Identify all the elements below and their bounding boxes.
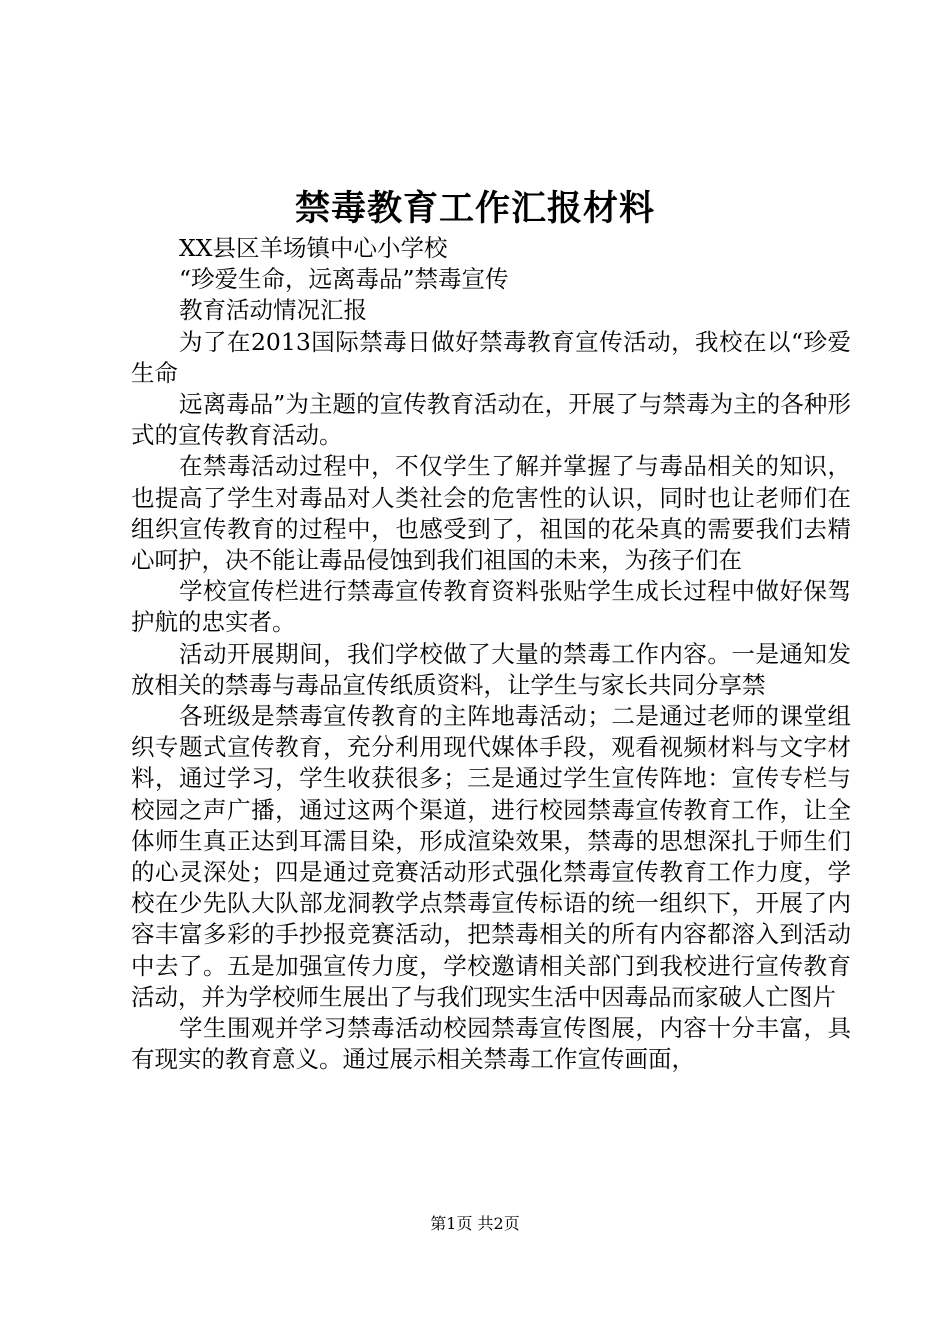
- paragraph-class-work: 各班级是禁毒宣传教育的主阵地毒活动；二是通过老师的课堂组织专题式宣传教育，充分利用现代媒体手段，观看视频材料与文字材料，通过学习，学生收获很多；三是通过学生宣传阵地：宣传专栏与校园之声广播，通过这两个渠道，进行校园禁毒宣传教育工作，让全体师生真正达到耳濡目染，形成渲染效果，禁毒的思想深扎于师生们的心灵深处；四是通过竞赛活动形式强化禁毒宣传教育工作力度，学校在少先队大队部龙洞教学点禁毒宣传标语的统一组织下，开展了内容丰富多彩的手抄报竞赛活动，把禁毒相关的所有内容都溶入到活动中去了。五是加强宣传力度，学校邀请相关部门到我校进行宣传教育活动，并为学校师生展出了与我们现实生活中因毒品而家破人亡图片: [131, 702, 851, 1011]
- paragraph-bulletin: 学校宣传栏进行禁毒宣传教育资料张贴学生成长过程中做好保驾护航的忠实者。: [131, 577, 851, 637]
- paragraph-intro: 为了在2013国际禁毒日做好禁毒教育宣传活动，我校在以“珍爱生命: [131, 327, 851, 387]
- page-number-footer: 第1页 共2页: [430, 1214, 520, 1233]
- paragraph-campaign-title: “珍爱生命，远离毒品”禁毒宣传: [179, 265, 509, 294]
- paragraph-process: 在禁毒活动过程中，不仅学生了解并掌握了与毒品相关的知识，也提高了学生对毒品对人类社会的危害性的认识，同时也让老师们在组织宣传教育的过程中，也感受到了，祖国的花朵真的需要我们去精心呵护，决不能让毒品侵蚀到我们祖国的未来，为孩子们在: [131, 452, 851, 575]
- paragraph-school-name: XX县区羊场镇中心小学校: [179, 234, 448, 262]
- paragraph-theme: 远离毒品”为主题的宣传教育活动在，开展了与禁毒为主的各种形式的宣传教育活动。: [131, 390, 851, 450]
- paragraph-activities: 活动开展期间，我们学校做了大量的禁毒工作内容。一是通知发放相关的禁毒与毒品宣传纸质资料，让学生与家长共同分享禁: [131, 639, 851, 699]
- document-title: 禁毒教育工作汇报材料: [294, 188, 655, 229]
- paragraph-exhibition: 学生围观并学习禁毒活动校园禁毒宣传图展，内容十分丰富，具有现实的教育意义。通过展示相关禁毒工作宣传画面，: [131, 1014, 851, 1074]
- document-body: [131, 233, 851, 1075]
- paragraph-report-title: 教育活动情况汇报: [179, 296, 367, 325]
